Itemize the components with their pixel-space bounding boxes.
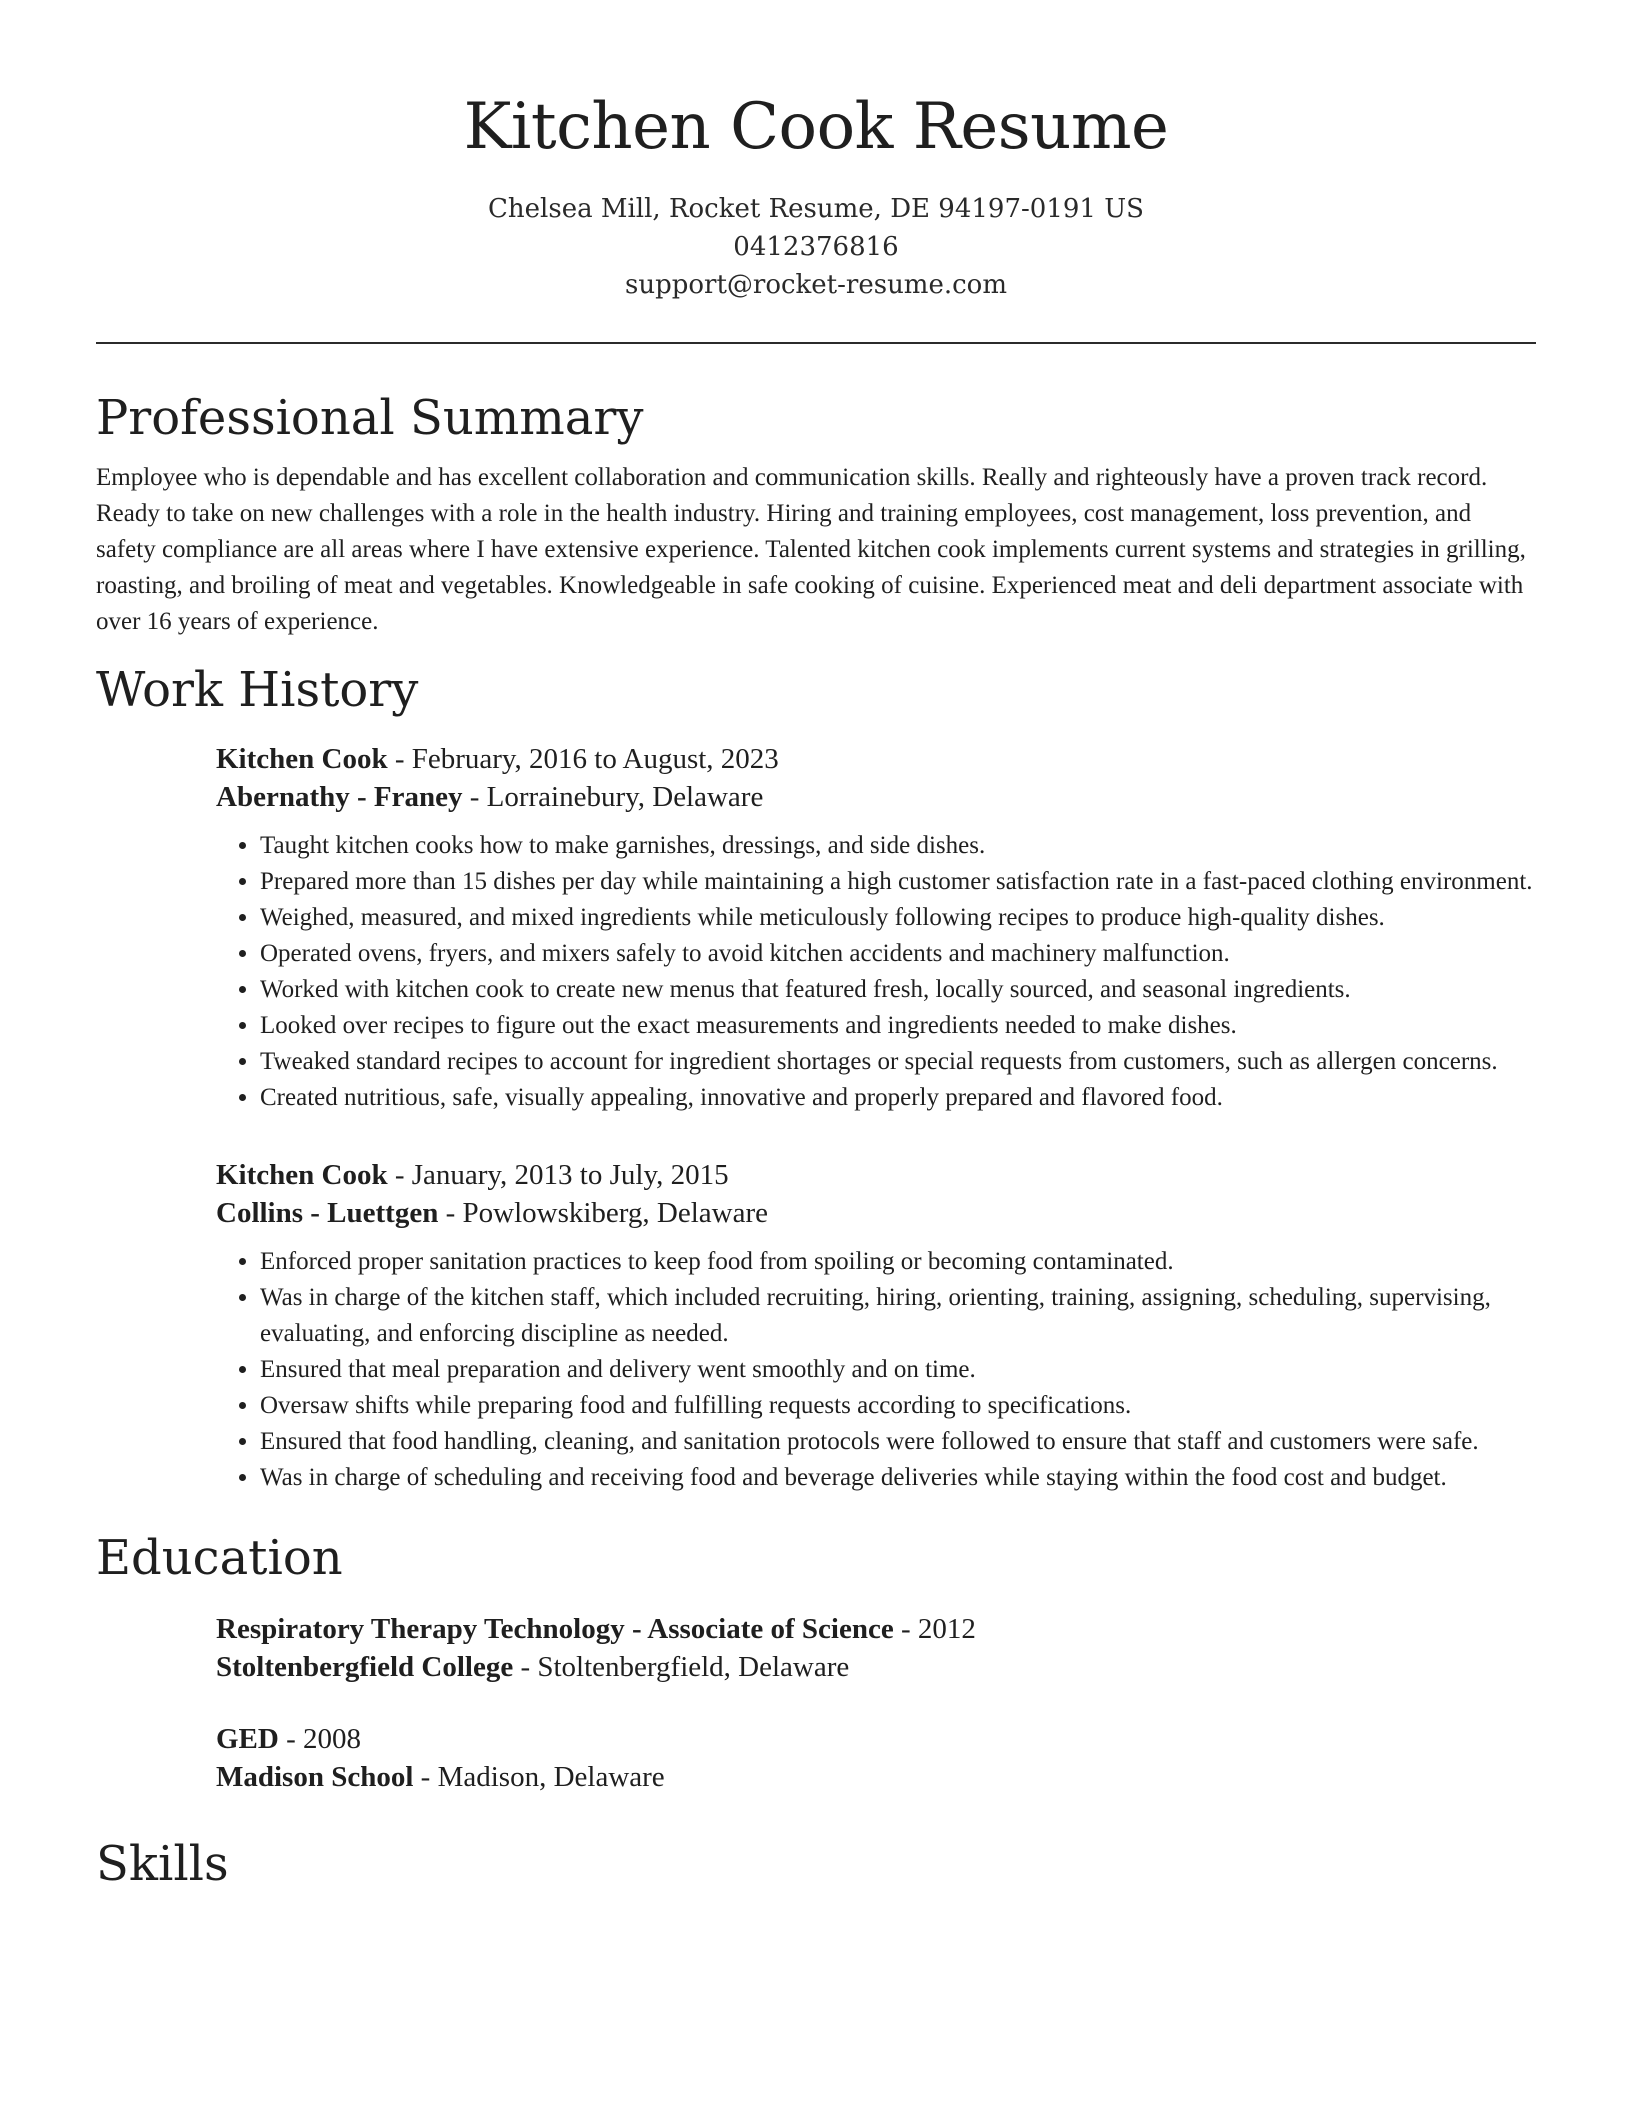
education-year: - 2008 (278, 1723, 362, 1755)
job-location: - Lorrainebury, Delaware (462, 781, 764, 813)
contact-email: support@rocket-resume.com (624, 270, 1007, 300)
job-duty: • Taught kitchen cooks how to make garnishes, dressings, and side dishes. (260, 828, 1536, 864)
education-location: - Stoltenbergfield, Delaware (513, 1651, 850, 1683)
job-duty: • Ensured that meal preparation and delivery went smoothly and on time. (260, 1352, 1536, 1388)
education-degree-line (216, 1610, 1536, 1648)
education-entry (216, 1610, 1536, 1686)
summary-text: Employee who is dependable and has excellent collaboration and communication skills. Really and righteously have a proven track record. Ready to take on new challenges with a role in the health industry. Hiring and training employees, cost management, loss prevention, and safety compliance are all areas where I have extensive experience. Talented kitchen cook implements current systems and strategies in grilling, roasting, and broiling of meat and vegetables. Knowledgeable in safe cooking of cuisine. Experienced meat and deli department associate with over 16 years of experience. (96, 464, 1526, 635)
education-year: - 2012 (893, 1613, 976, 1645)
job-employer-line (216, 1194, 1536, 1232)
job-title-line (216, 740, 1536, 778)
summary-heading: Professional Summary (96, 390, 644, 446)
job-duty: • Prepared more than 15 dishes per day while maintaining a high customer satisfaction rate in a fast-paced clothing environment. (260, 864, 1536, 900)
job-duties-list (216, 1244, 1536, 1496)
job-entry (216, 740, 1536, 1116)
education-heading: Education (96, 1530, 343, 1586)
job-duty: • Enforced proper sanitation practices to keep food from spoiling or becoming contaminated. (260, 1244, 1536, 1280)
job-duty: • Looked over recipes to figure out the exact measurements and ingredients needed to make dishes. (260, 1008, 1536, 1044)
job-dates: - February, 2016 to August, 2023 (387, 743, 779, 775)
job-duties-list (216, 828, 1536, 1116)
education-entry (216, 1720, 1536, 1796)
job-duty: • Tweaked standard recipes to account for ingredient shortages or special requests from customers, such as allergen concerns. (260, 1044, 1536, 1080)
job-duty: • Ensured that food handling, cleaning, and sanitation protocols were followed to ensure that staff and customers were safe. (260, 1424, 1536, 1460)
contact-address: Chelsea Mill, Rocket Resume, DE 94197-0191 US (488, 194, 1144, 224)
job-role: Kitchen Cook (216, 743, 388, 775)
job-duty: • Was in charge of scheduling and receiving food and beverage deliveries while staying within the food cost and budget. (260, 1460, 1536, 1496)
job-dates: - January, 2013 to July, 2015 (387, 1159, 729, 1191)
education-school: Stoltenbergfield College (216, 1651, 514, 1683)
job-location: - Powlowskiberg, Delaware (438, 1197, 769, 1229)
resume-page (96, 0, 1536, 1896)
work-history-heading: Work History (96, 662, 419, 718)
job-entry (216, 1156, 1536, 1496)
education-school-line (216, 1758, 1536, 1796)
education-school-line (216, 1648, 1536, 1686)
contact-phone: 0412376816 (733, 232, 899, 262)
skills-heading: Skills (96, 1836, 229, 1892)
job-role: Kitchen Cook (216, 1159, 388, 1191)
job-employer: Collins - Luettgen (216, 1197, 439, 1229)
job-employer-line (216, 778, 1536, 816)
job-duty: • Operated ovens, fryers, and mixers safely to avoid kitchen accidents and machinery malfunction. (260, 936, 1536, 972)
job-title-line (216, 1156, 1536, 1194)
job-duty: • Weighed, measured, and mixed ingredients while meticulously following recipes to produce high-quality dishes. (260, 900, 1536, 936)
contact-block (96, 190, 1536, 304)
job-duty: • Worked with kitchen cook to create new menus that featured fresh, locally sourced, and seasonal ingredients. (260, 972, 1536, 1008)
resume-title: Kitchen Cook Resume (463, 90, 1169, 164)
job-duty: • Created nutritious, safe, visually appealing, innovative and properly prepared and flavored food. (260, 1080, 1536, 1116)
education-location: - Madison, Delaware (413, 1761, 665, 1793)
job-duty: • Oversaw shifts while preparing food and fulfilling requests according to specifications. (260, 1388, 1536, 1424)
education-degree: Respiratory Therapy Technology - Associate of Science (216, 1613, 894, 1645)
education-degree-line (216, 1720, 1536, 1758)
header-divider (96, 342, 1536, 344)
job-duty: • Was in charge of the kitchen staff, which included recruiting, hiring, orienting, training, assigning, scheduling, supervising, evaluating, and enforcing discipline as needed. (260, 1280, 1536, 1352)
job-employer: Abernathy - Franey (216, 781, 463, 813)
education-degree: GED (216, 1723, 279, 1755)
education-school: Madison School (216, 1761, 414, 1793)
